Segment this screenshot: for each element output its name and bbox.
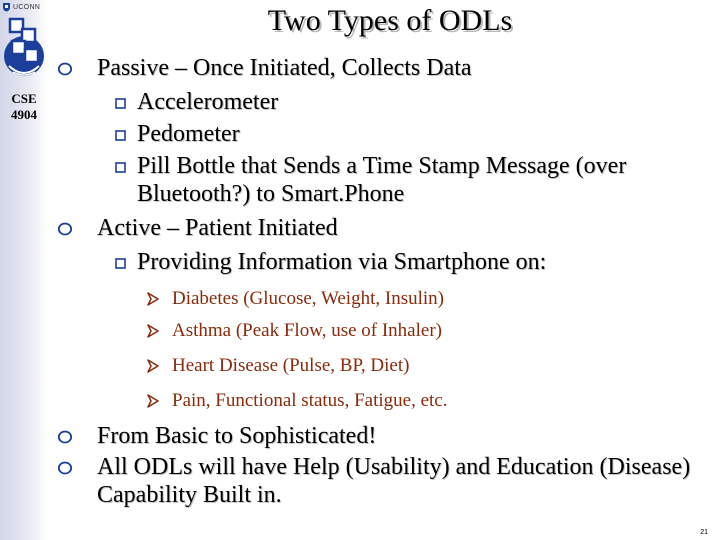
arrowhead-bullet-icon: [146, 324, 160, 338]
detail-item-asthma: [172, 320, 692, 342]
sub-bullet-accelerometer: [137, 88, 697, 116]
hollow-circle-bullet-icon: [57, 222, 73, 236]
arrowhead-bullet-icon: [146, 292, 160, 306]
bullet-text: Accelerometer: [137, 89, 279, 115]
bullet-text: Diabetes (Glucose, Weight, Insulin): [172, 288, 444, 309]
slide-title: Two Types of ODLs: [267, 4, 513, 37]
bullet-text: Pill Bottle that Sends a Time Stamp Message (over Bluetooth?) to Smart.Phone: [137, 153, 627, 207]
detail-item-heart-disease: [172, 355, 692, 377]
sub-bullet-pedometer: [137, 120, 697, 148]
hollow-square-bullet-icon: [115, 98, 126, 109]
bullet-active: [97, 214, 697, 242]
bullet-text: Passive – Once Initiated, Collects Data: [97, 55, 472, 81]
network-emblem-icon: [1, 16, 47, 84]
hollow-circle-bullet-icon: [57, 461, 73, 475]
bullet-text: All ODLs will have Help (Usability) and Education (Disease) Capability Built in.: [97, 454, 691, 508]
hollow-square-bullet-icon: [115, 130, 126, 141]
hollow-circle-bullet-icon: [57, 62, 73, 76]
uconn-shield-icon: [2, 2, 11, 12]
logo-text: UCONN: [13, 3, 41, 11]
bullet-passive: [97, 54, 697, 82]
hollow-square-bullet-icon: [115, 258, 126, 269]
sidebar: [0, 0, 48, 540]
bullet-text: Providing Information via Smartphone on:: [137, 249, 547, 275]
detail-item-pain: [172, 390, 692, 412]
bullet-text: From Basic to Sophisticated!: [97, 423, 377, 449]
bullet-basic-to-sophisticated: [97, 422, 697, 450]
detail-item-diabetes: [172, 288, 692, 310]
page-number: 21: [700, 529, 708, 536]
sub-bullet-pill-bottle: [137, 152, 713, 208]
arrowhead-bullet-icon: [146, 394, 160, 408]
hollow-square-bullet-icon: [115, 162, 126, 173]
bullet-text: Asthma (Peak Flow, use of Inhaler): [172, 320, 442, 341]
sub-bullet-smartphone: [137, 248, 697, 276]
bullet-help-and-education: [97, 453, 697, 509]
course-code: CSE 4904: [11, 91, 37, 122]
bullet-text: Pedometer: [137, 121, 240, 147]
arrowhead-bullet-icon: [146, 359, 160, 373]
uconn-logo: [2, 1, 48, 13]
bullet-text: Active – Patient Initiated: [97, 215, 338, 241]
hollow-circle-bullet-icon: [57, 430, 73, 444]
bullet-text: Heart Disease (Pulse, BP, Diet): [172, 355, 410, 376]
bullet-text: Pain, Functional status, Fatigue, etc.: [172, 390, 448, 411]
